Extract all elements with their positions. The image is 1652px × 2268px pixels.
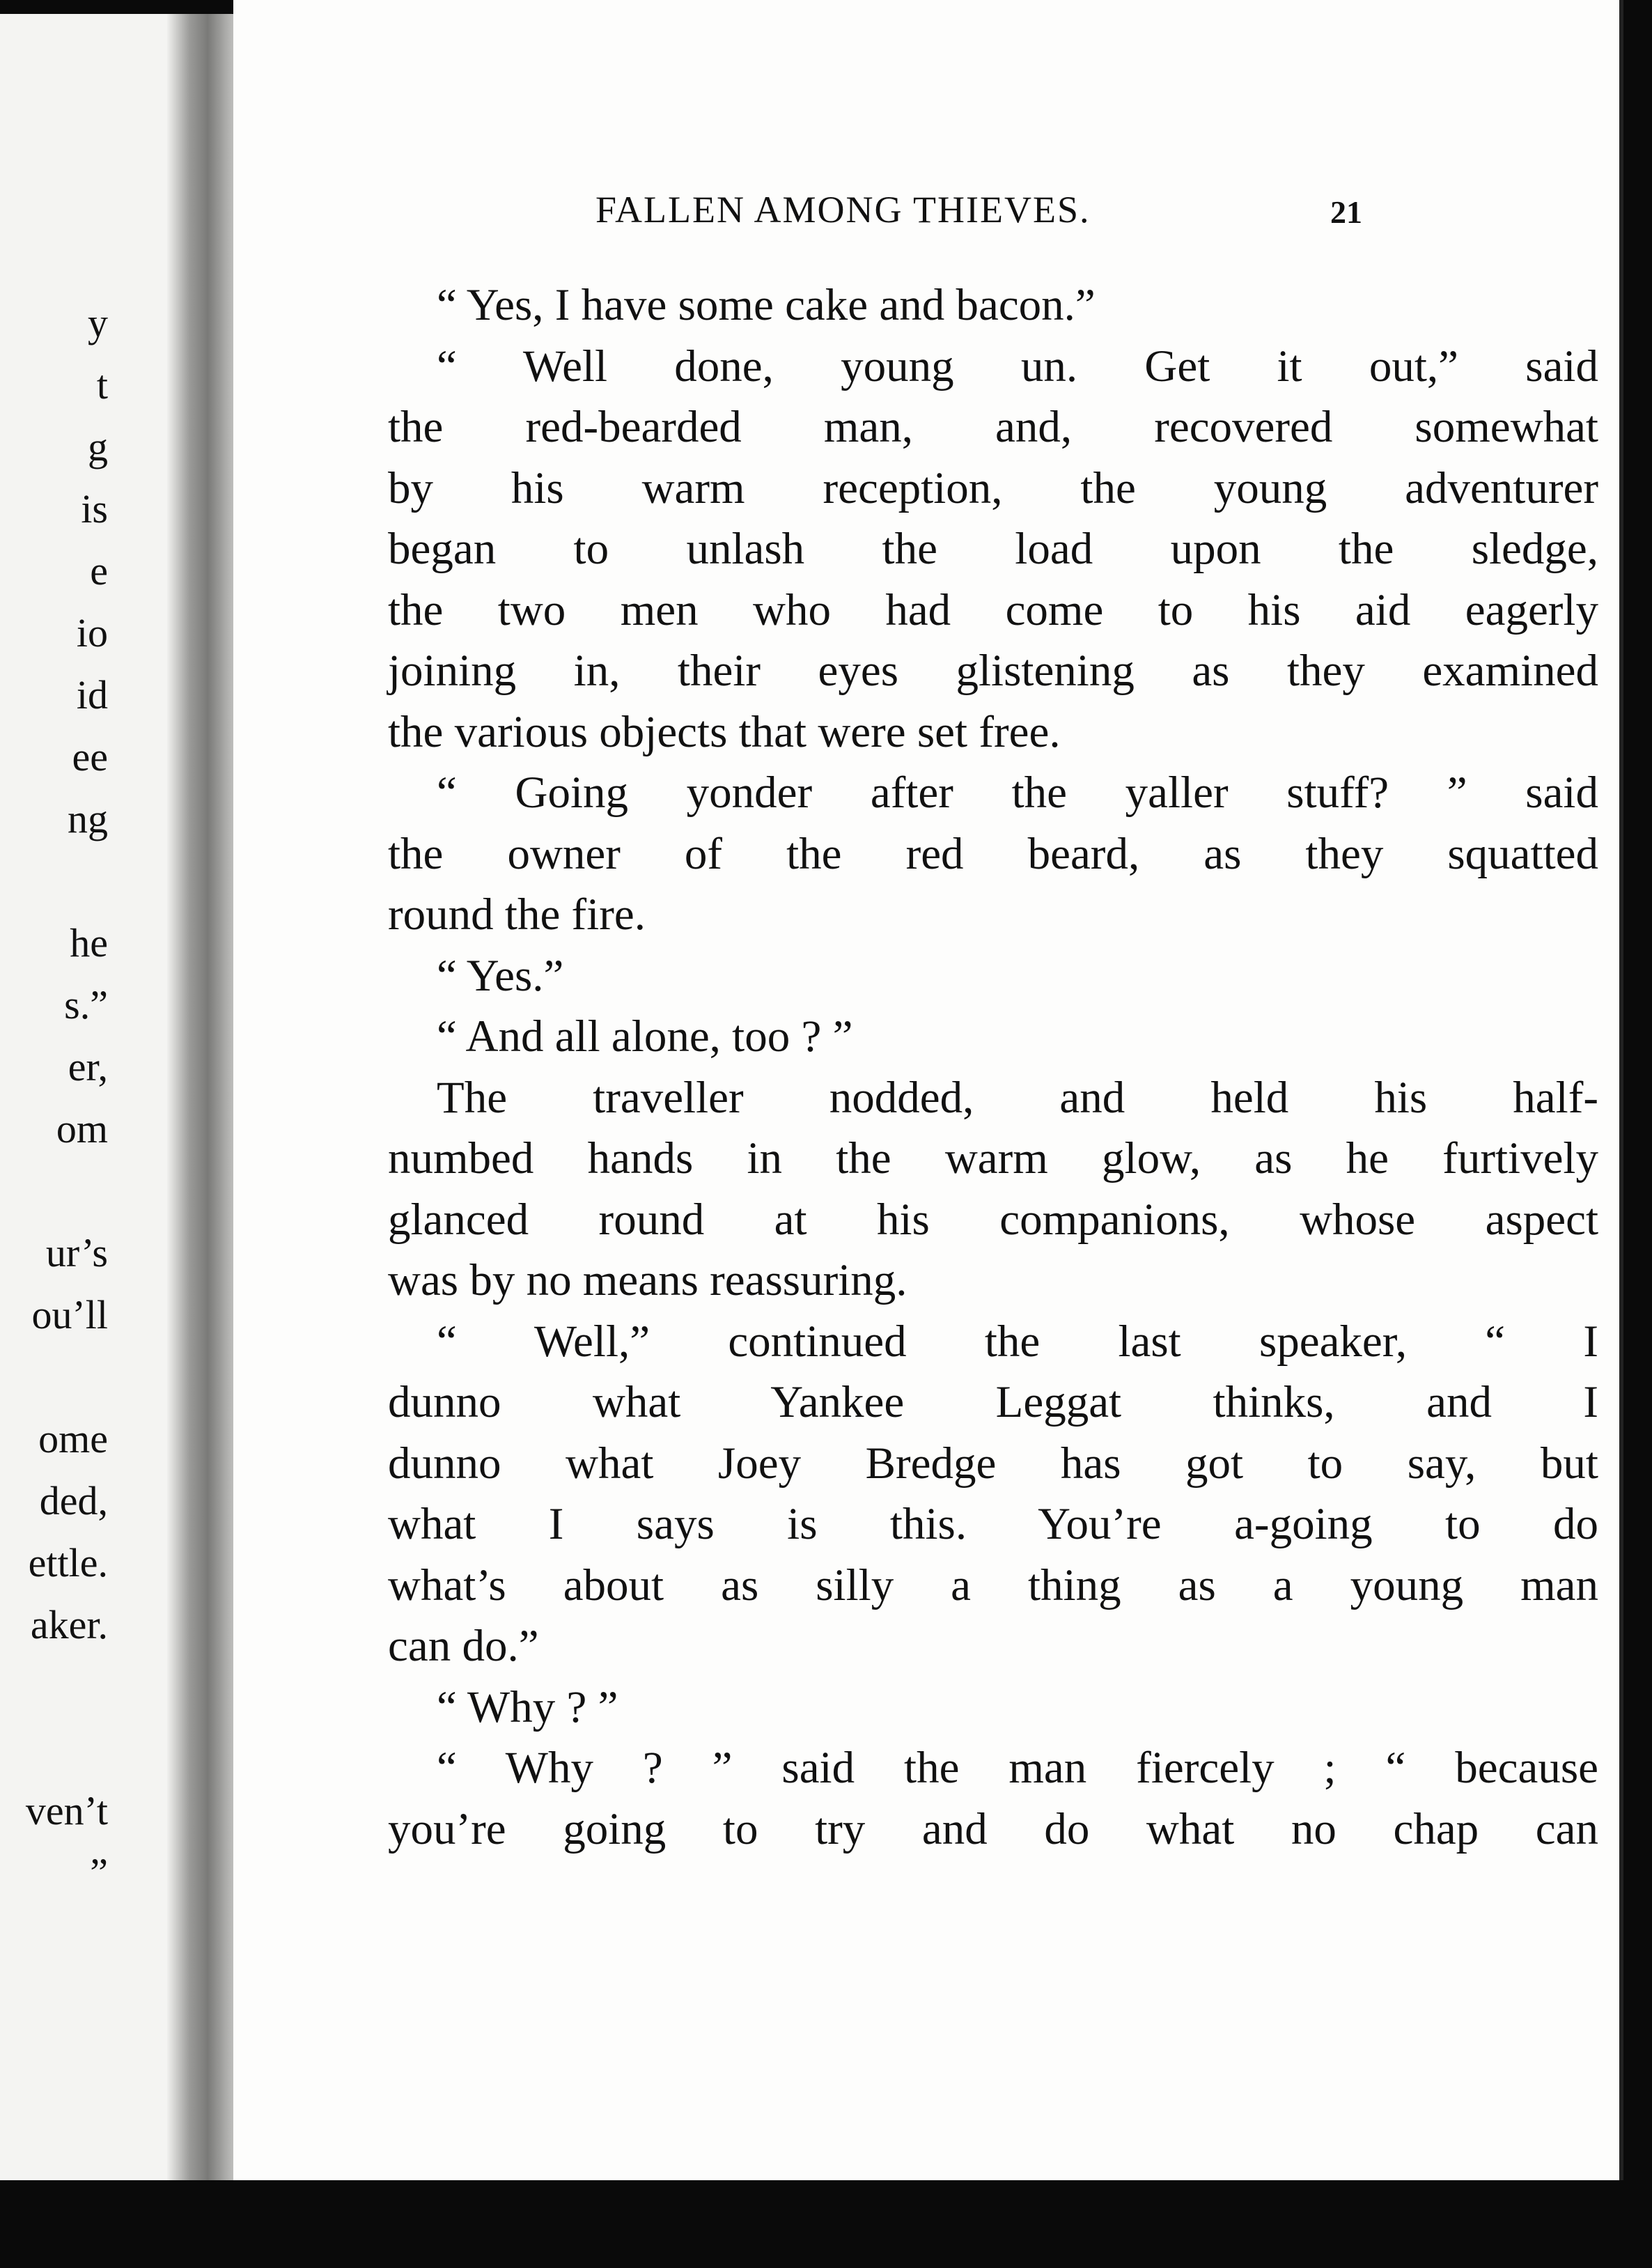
left-page-text-fragment: ded, [39,1478,108,1523]
text-line: glanced round at his companions, whose aspect [388,1194,1598,1245]
text-line: by his warm reception, the young adventurer [388,463,1598,513]
left-page-text-fragment: ome [38,1416,108,1461]
text-line: began to unlash the load upon the sledge, [388,524,1598,574]
text-line: “ Well done, young un. Get it out,” said [437,341,1598,391]
left-page-text-fragment: ” [90,1850,108,1895]
left-page-text-fragment: ur’s [45,1230,108,1275]
left-page-text-fragment: y [88,300,108,345]
text-line: what’s about as silly a thing as a young man [388,1560,1598,1610]
text-line: the two men who had come to his aid eagerly [388,584,1598,635]
left-page-text-fragment: he [70,920,108,965]
left-page-text-fragment: g [88,424,108,469]
text-line: “ Yes, I have some cake and bacon.” [437,280,1096,330]
text-line: “ Why ? ” [437,1681,618,1732]
text-line: can do.” [388,1621,539,1671]
text-line: The traveller nodded, and held his half- [437,1072,1598,1123]
book-page [233,0,1623,2180]
body-text [388,275,1598,1860]
text-line: “ Yes.” [437,950,564,1001]
text-line: the red-bearded man, and, recovered somewhat [388,402,1598,452]
text-line: numbed hands in the warm glow, as he furtively [388,1133,1598,1183]
text-line: “ And all alone, too ? ” [437,1011,853,1062]
left-page-text-fragment: s.” [64,982,108,1027]
left-page-text-fragment: ettle. [28,1540,108,1585]
scan-border [0,2180,1652,2268]
text-line: the owner of the red beard, as they squatted [388,828,1598,879]
left-page-text-fragment: is [81,486,108,531]
text-line: dunno what Joey Bredge has got to say, but [388,1438,1598,1489]
text-line: “ Well,” continued the last speaker, “ I [437,1316,1598,1367]
left-page-text-fragment: io [76,610,108,655]
left-page-text-fragment: t [96,362,108,407]
left-page-text-fragment: e [90,548,108,593]
text-line: you’re going to try and do what no chap can [388,1803,1598,1854]
left-page-text-fragment: er, [68,1044,108,1089]
text-line: “ Going yonder after the yaller stuff? ” said [437,768,1598,818]
text-line: what I says is this. You’re a-going to do [388,1499,1598,1549]
text-line: round the fire. [388,890,646,940]
text-line: joining in, their eyes glistening as they examined [388,646,1598,696]
left-page-text-fragment: aker. [30,1602,108,1647]
left-page-text-fragment: ou’ll [31,1292,108,1337]
text-line: was by no means reassuring. [388,1255,907,1305]
left-page-text-fragment: om [56,1106,108,1151]
running-head: FALLEN AMONG THIEVES. [595,189,1091,231]
left-page-text-fragment: ng [68,796,108,841]
left-page-text-fragment: id [76,672,108,717]
text-line: dunno what Yankee Leggat thinks, and I [388,1377,1598,1427]
text-line: the various objects that were set free. [388,706,1061,757]
text-line: “ Why ? ” said the man fiercely ; “ because [437,1743,1598,1793]
left-page-text-fragment: ee [72,734,108,779]
page-number: 21 [1330,194,1362,230]
left-page-text-fragment: ven’t [25,1788,108,1833]
